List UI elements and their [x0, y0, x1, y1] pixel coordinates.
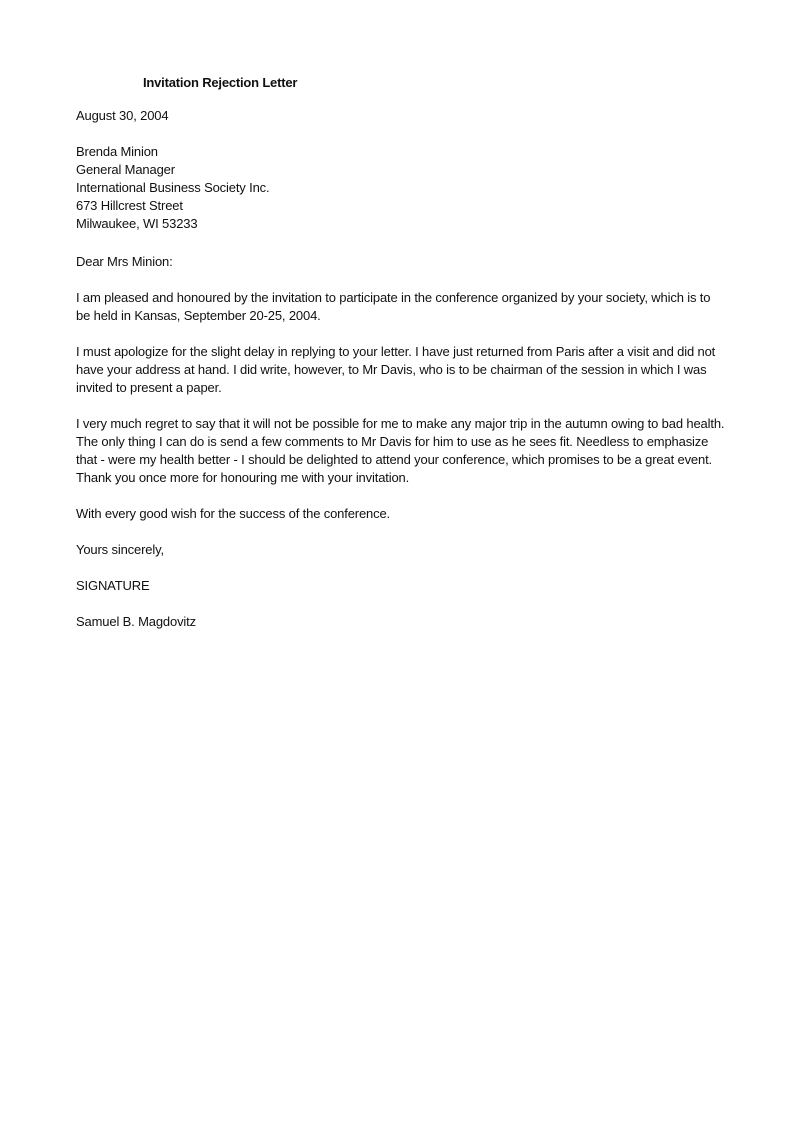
body-paragraph-3 — [76, 415, 726, 487]
recipient-city: Milwaukee, WI 53233 — [76, 216, 198, 231]
paragraph-text: I must apologize for the slight delay in replying to your letter. I have just returned from Paris after a visit and did not have your address at hand. I did write, however, to Mr Davis, who is to be chairman of the session in which I was invited to present a paper. — [76, 344, 716, 395]
body-paragraph-2 — [76, 343, 726, 397]
recipient-company: International Business Society Inc. — [76, 180, 270, 195]
recipient-street: 673 Hillcrest Street — [76, 198, 183, 213]
recipient-position: General Manager — [76, 162, 175, 177]
recipient-address-block — [76, 143, 726, 233]
closing-phrase: Yours sincerely, — [76, 542, 164, 557]
letter-date: August 30, 2004 — [76, 108, 169, 123]
paragraph-text: I am pleased and honoured by the invitation to participate in the conference organized by your society, which is to be held in Kansas, September 20-25, 2004. — [76, 290, 711, 323]
signature-placeholder: SIGNATURE — [76, 578, 150, 593]
document-title: Invitation Rejection Letter — [143, 75, 298, 90]
paragraph-text: I very much regret to say that it will not be possible for me to make any major trip in the autumn owing to bad health. The only thing I can do is send a few comments to Mr Davis for him to use as he sees fit. Needless to emphasize that - were my health better - I should be delighted to attend your conference, which promises to be a great event. Thank you once more for honouring me with your invitation. — [76, 416, 725, 485]
body-paragraph-1 — [76, 289, 726, 325]
closing-wish: With every good wish for the success of the conference. — [76, 506, 391, 521]
salutation: Dear Mrs Minion: — [76, 254, 173, 269]
sender-name: Samuel B. Magdovitz — [76, 614, 196, 629]
recipient-name: Brenda Minion — [76, 144, 158, 159]
